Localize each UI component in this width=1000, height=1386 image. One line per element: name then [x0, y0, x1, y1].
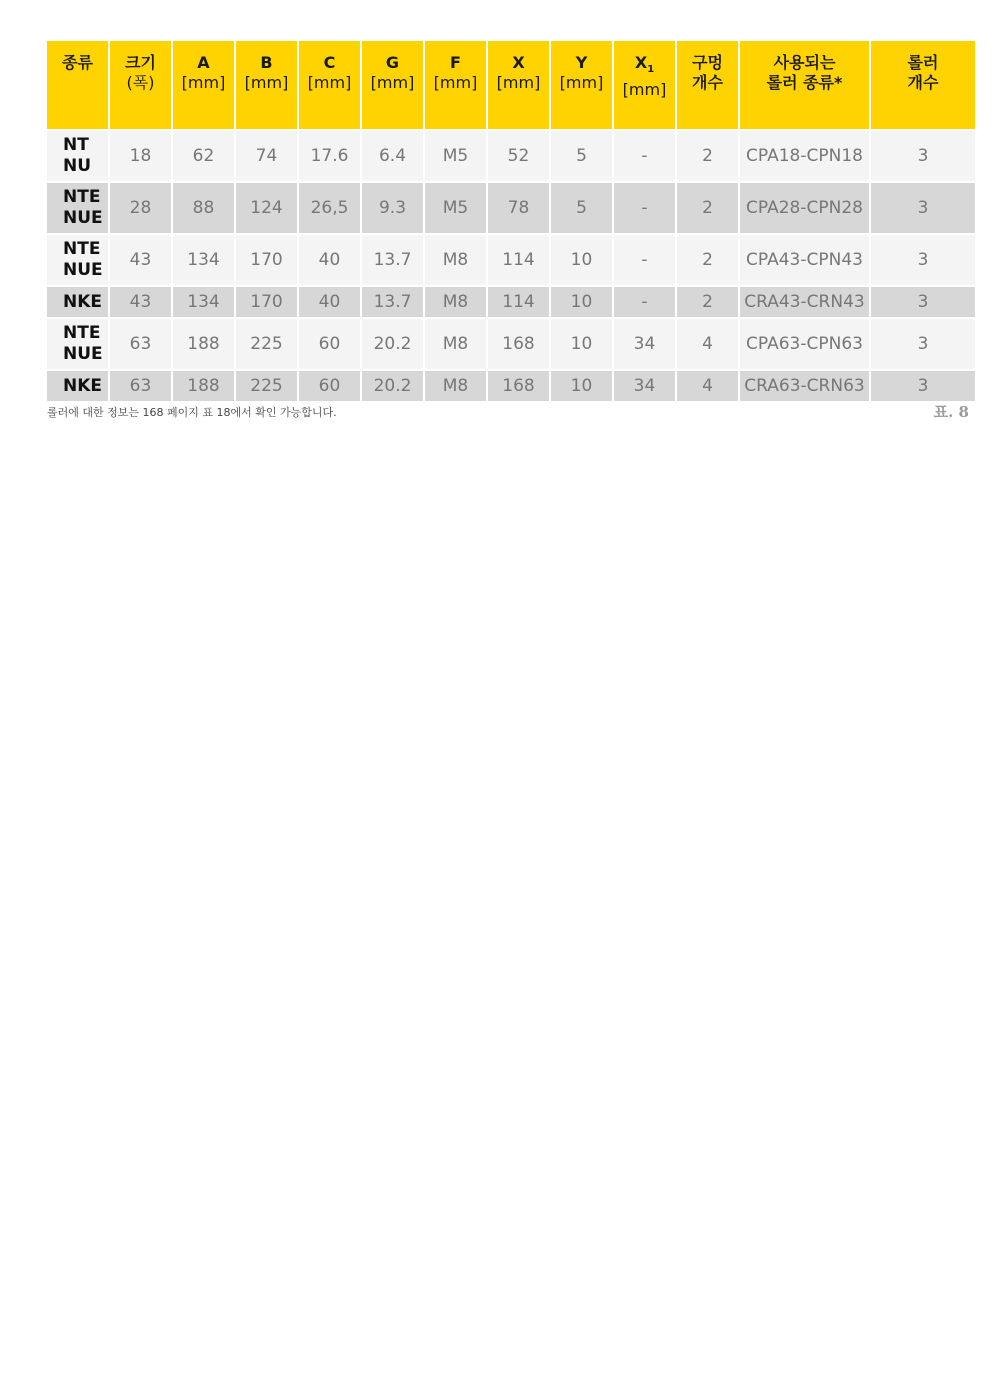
table-cell: 3 [871, 371, 975, 401]
table-cell: 43 [110, 287, 171, 317]
table-row [47, 183, 975, 233]
table-cell: 5 [551, 131, 612, 181]
table-cell: 134 [173, 287, 234, 317]
type-label: NUE [63, 208, 103, 228]
header-f: F [mm] [425, 41, 486, 129]
table-row [47, 235, 975, 285]
header-b: B [mm] [236, 41, 297, 129]
table-cell: 2 [677, 131, 738, 181]
type-label: NTE [63, 187, 101, 207]
cell-type [47, 235, 108, 285]
table-cell: 10 [551, 371, 612, 401]
table-cell: 13.7 [362, 287, 423, 317]
table-cell: M5 [425, 131, 486, 181]
table-cell: 2 [677, 183, 738, 233]
table-row [47, 287, 975, 317]
table-cell: 74 [236, 131, 297, 181]
header-x1: $X_1$ [mm] [614, 41, 675, 129]
table-cell: 3 [871, 183, 975, 233]
table-cell: 52 [488, 131, 549, 181]
header-a: A [mm] [173, 41, 234, 129]
table-cell: 78 [488, 183, 549, 233]
table-cell: 28 [110, 183, 171, 233]
cell-type [47, 183, 108, 233]
table-cell: CPA28-CPN28 [740, 183, 869, 233]
table-cell: M8 [425, 235, 486, 285]
header-roller-count: 롤러 개수 [871, 41, 975, 129]
table-cell: 34 [614, 371, 675, 401]
table-cell: M8 [425, 287, 486, 317]
type-label: NKE [63, 291, 103, 312]
table-cell: 17.6 [299, 131, 360, 181]
table-cell: 62 [173, 131, 234, 181]
header-size: 크기 (폭) [110, 41, 171, 129]
table-cell: 26,5 [299, 183, 360, 233]
cell-type [47, 131, 108, 181]
table-cell: M8 [425, 319, 486, 369]
type-label: NTE [63, 239, 101, 259]
table-cell: 20.2 [362, 371, 423, 401]
table-cell: 60 [299, 319, 360, 369]
table-cell: 9.3 [362, 183, 423, 233]
table-cell: - [614, 131, 675, 181]
table-cell: 3 [871, 287, 975, 317]
table-cell: 88 [173, 183, 234, 233]
type-label: NKE [63, 375, 103, 396]
table-cell: M5 [425, 183, 486, 233]
table-cell: 18 [110, 131, 171, 181]
table-cell: 40 [299, 235, 360, 285]
header-y: Y [mm] [551, 41, 612, 129]
table-cell: 170 [236, 287, 297, 317]
type-label: NT [63, 135, 89, 155]
type-label: NU [63, 156, 92, 176]
header-type: 종류 [47, 41, 108, 129]
table-cell: 3 [871, 235, 975, 285]
header-x: X [mm] [488, 41, 549, 129]
table-cell: 10 [551, 287, 612, 317]
table-cell: 225 [236, 319, 297, 369]
table-cell: 6.4 [362, 131, 423, 181]
table-cell: 3 [871, 319, 975, 369]
spec-table-container [47, 41, 970, 403]
table-cell: 20.2 [362, 319, 423, 369]
table-cell: 2 [677, 287, 738, 317]
table-cell: 13.7 [362, 235, 423, 285]
cell-type [47, 287, 108, 317]
table-cell: CPA63-CPN63 [740, 319, 869, 369]
table-cell: CRA63-CRN63 [740, 371, 869, 401]
table-cell: 5 [551, 183, 612, 233]
table-cell: 3 [871, 131, 975, 181]
table-cell: 10 [551, 319, 612, 369]
table-cell: CPA18-CPN18 [740, 131, 869, 181]
table-cell: CPA43-CPN43 [740, 235, 869, 285]
table-body [47, 131, 975, 401]
table-row [47, 131, 975, 181]
table-cell: - [614, 183, 675, 233]
table-cell: 134 [173, 235, 234, 285]
table-cell: 114 [488, 287, 549, 317]
table-number: 표. 8 [933, 403, 969, 421]
table-cell: - [614, 287, 675, 317]
type-label: NUE [63, 260, 103, 280]
header-g: G [mm] [362, 41, 423, 129]
table-cell: 188 [173, 371, 234, 401]
table-cell: 2 [677, 235, 738, 285]
cell-type [47, 371, 108, 401]
header-hole-count: 구멍 개수 [677, 41, 738, 129]
spec-table [45, 39, 977, 403]
table-cell: - [614, 235, 675, 285]
footnote: 롤러에 대한 정보는 168 페이지 표 18에서 확인 가능합니다. [47, 406, 337, 419]
table-cell: 43 [110, 235, 171, 285]
table-cell: 4 [677, 319, 738, 369]
table-cell: 10 [551, 235, 612, 285]
table-cell: 188 [173, 319, 234, 369]
header-roller-type: 사용되는 롤러 종류* [740, 41, 869, 129]
cell-type [47, 319, 108, 369]
table-cell: M8 [425, 371, 486, 401]
table-cell: 4 [677, 371, 738, 401]
table-cell: 124 [236, 183, 297, 233]
table-cell: 34 [614, 319, 675, 369]
type-label: NUE [63, 344, 103, 364]
table-cell: 225 [236, 371, 297, 401]
table-cell: 114 [488, 235, 549, 285]
table-cell: 63 [110, 319, 171, 369]
table-cell: 40 [299, 287, 360, 317]
type-label: NTE [63, 323, 101, 343]
header-c: C [mm] [299, 41, 360, 129]
table-cell: 60 [299, 371, 360, 401]
header-row [47, 41, 975, 129]
table-cell: 170 [236, 235, 297, 285]
table-cell: CRA43-CRN43 [740, 287, 869, 317]
table-cell: 63 [110, 371, 171, 401]
table-cell: 168 [488, 371, 549, 401]
table-row [47, 319, 975, 369]
table-row [47, 371, 975, 401]
table-cell: 168 [488, 319, 549, 369]
